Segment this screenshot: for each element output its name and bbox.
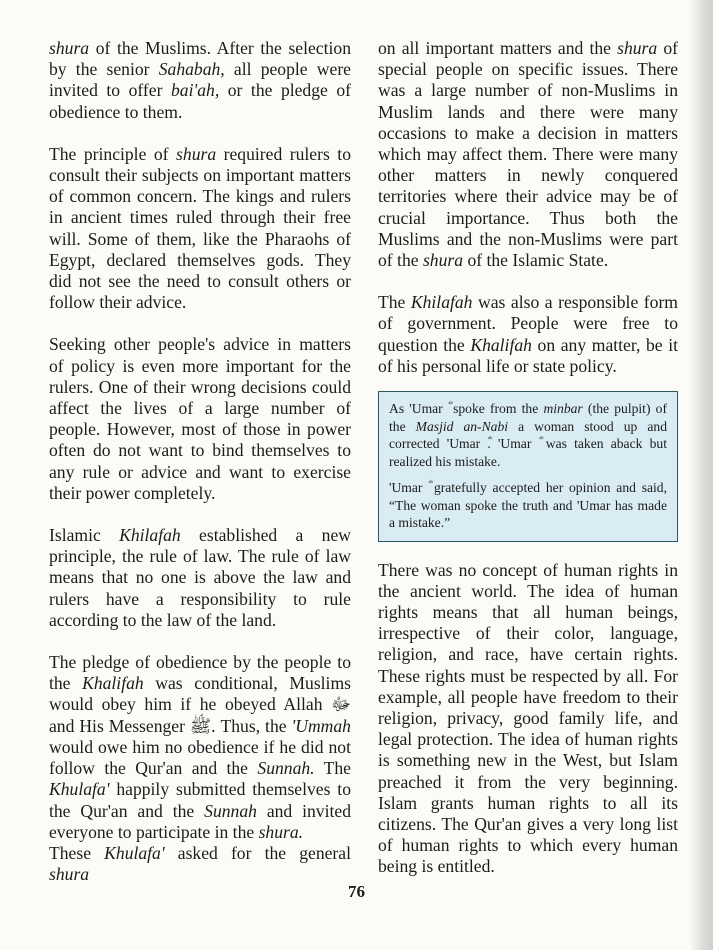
callout-box [378,391,678,542]
paragraph: Seeking other people's advice in matters of policy is even more important for the rulers. One of their wrong decisions could affect the lives of a large number of people. However, most of those in power often do not want to bind themselves to any rule or advice and want to exercise their power completely. [49,334,351,503]
honorific-glyph: ﷻ [331,694,351,715]
paragraph: These Khulafa' asked for the general shura [49,842,351,885]
page-edge-shadow [689,0,713,950]
left-column [49,38,351,885]
page-number: 76 [348,882,365,901]
paragraph: There was no concept of human rights in the ancient world. The idea of human rights means that all human beings, irrespective of their color, language, religion, and race, have certain rights. These rights must be respected by all. For example, all people have freedom to their religion, privacy, good family life, and legal protection. The idea of human rights is something new in the West, but Islam preached it from the very beginning. Islam grants human rights to all its citizens. The Qur'an gives a very long list of human rights to which every human being is entitled. [378,559,678,877]
paragraph: The principle of shura required rulers to consult their subjects on important matters of common concern. The kings and rulers in ancient times ruled through their free will. Some of them, like the Pharaohs of Egypt, declared themselves gods. They did not see the need to consult others or follow their advice. [49,143,351,313]
paragraph: on all important matters and the shura of special people on specific issues. There was a large number of non-Muslims in Muslim lands and there were many occasions to make a decision in matters which may affect them. There were many other matters in newly conquered territories where their advice may be of crucial importance. Thus both the Muslims and the non-Muslims were part of the shura of the Islamic State. [378,38,678,271]
paragraph: The pledge of obedience by the people to the Khalifah was conditional, Muslims would obey him if he obeyed Allah ﷻ and His Messenger ﷺ. Thus, the 'Ummah would owe him no obedience if he did not follow the Qur'an and the Sunnah. The Khulafa' happily submitted themselves to the Qur'an and the Sunnah and invited everyone to participate in the shura. [49,652,351,842]
paragraph: The Khilafah was also a responsible form of government. People were free to question the Khalifah on any matter, be it of his personal life or state policy. [378,292,678,376]
honorific-glyph: ﷺ [189,715,212,736]
paragraph: Islamic Khilafah established a new principle, the rule of law. The rule of law means that no one is above the law and rulers have a responsibility to rule according to the law of the land. [49,525,351,630]
callout-paragraph: As 'Umar spoke from the minbar (the pulpit) of the Masjid an-Nabi a woman stood up and corrected 'Umar . 'Umar was taken aback but realized his mistake. [389,401,668,469]
paragraph: shura of the Muslims. After the selection by the senior Sahabah, all people were invited to offer bai'ah, or the pledge of obedience to them. [49,38,352,122]
right-column [378,38,678,878]
callout-paragraph: 'Umar gratefully accepted her opinion and said, “The woman spoke the truth and 'Umar has made a mistake.” [389,480,667,531]
